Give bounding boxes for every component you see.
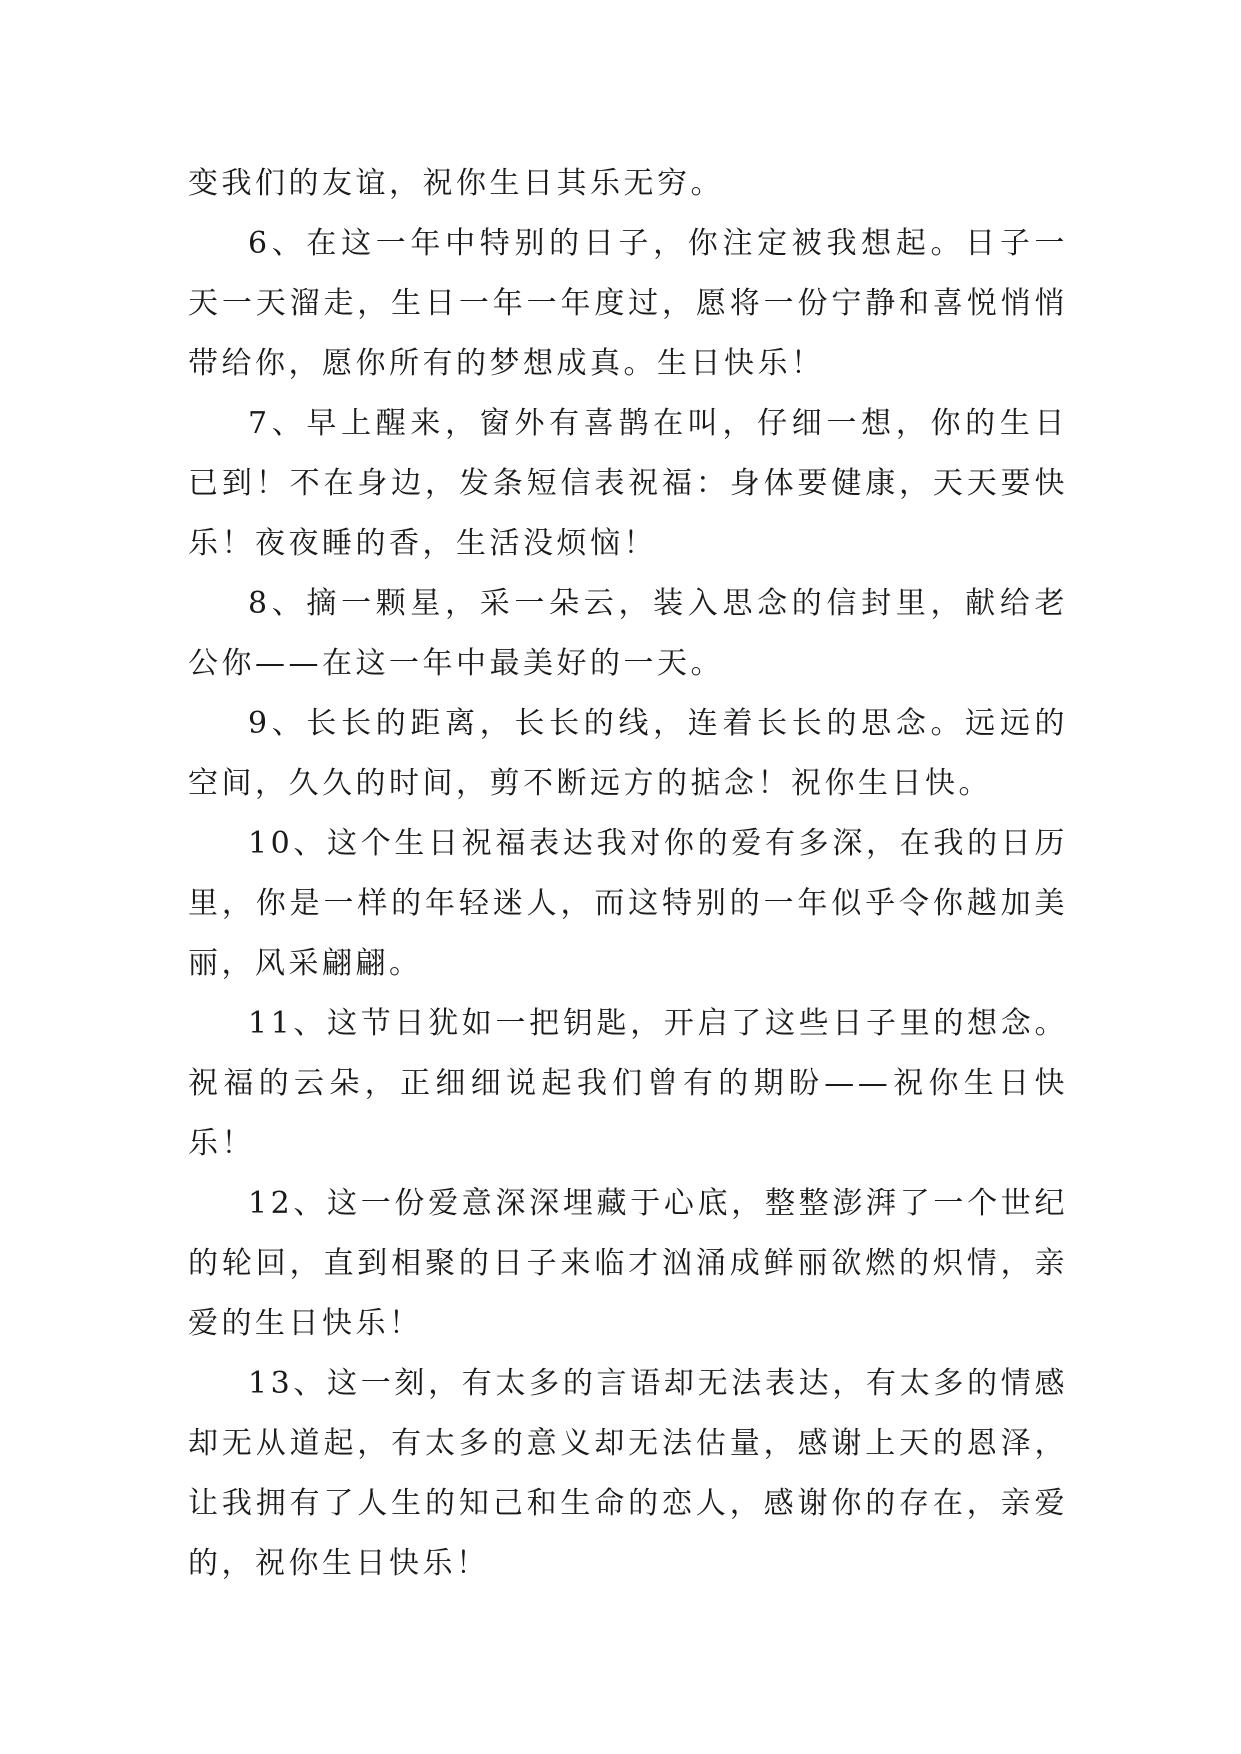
text-line: 让我拥有了人生的知己和生命的恋人，感谢你的存在，亲爱: [188, 1486, 1068, 1521]
paragraph: [188, 394, 1068, 574]
text-line: 祝福的云朵，正细细说起我们曾有的期盼——祝你生日快: [188, 1066, 1068, 1101]
text-line: 13、这一刻，有太多的言语却无法表达，有太多的情感: [248, 1366, 1068, 1401]
document-body: [188, 154, 1068, 1594]
text-line: 乐！夜夜睡的香，生活没烦恼！: [188, 526, 657, 561]
text-line: 的，祝你生日快乐！: [188, 1546, 490, 1581]
text-line: 7、早上醒来，窗外有喜鹊在叫，仔细一想，你的生日: [248, 406, 1068, 441]
paragraph: [188, 574, 1068, 694]
paragraph: [188, 694, 1068, 814]
paragraph: [188, 994, 1068, 1174]
paragraph: [188, 214, 1068, 394]
text-line: 带给你，愿你所有的梦想成真。生日快乐！: [188, 346, 825, 381]
text-line: 11、这节日犹如一把钥匙，开启了这些日子里的想念。: [248, 1006, 1068, 1041]
text-line: 丽，风采翩翩。: [188, 946, 423, 981]
text-line: 却无从道起，有太多的意义却无法估量，感谢上天的恩泽，: [188, 1426, 1068, 1461]
text-line: 12、这一份爱意深深埋藏于心底，整整澎湃了一个世纪: [248, 1186, 1068, 1221]
paragraph: [188, 814, 1068, 994]
text-line: 爱的生日快乐！: [188, 1306, 423, 1341]
text-line: 公你——在这一年中最美好的一天。: [188, 646, 724, 681]
paragraph: [188, 1174, 1068, 1354]
text-line: 已到！不在身边，发条短信表祝福：身体要健康，天天要快: [188, 466, 1068, 501]
text-line: 6、在这一年中特别的日子，你注定被我想起。日子一: [248, 226, 1068, 261]
text-line: 天一天溜走，生日一年一年度过，愿将一份宁静和喜悦悄悄: [188, 286, 1068, 321]
text-line: 9、长长的距离，长长的线，连着长长的思念。远远的: [248, 706, 1068, 741]
text-line: 8、摘一颗星，采一朵云，装入思念的信封里，献给老: [248, 586, 1068, 621]
text-line: 的轮回，直到相聚的日子来临才汹涌成鲜丽欲燃的炽情，亲: [188, 1246, 1068, 1281]
text-line: 空间，久久的时间，剪不断远方的掂念！祝你生日快。: [188, 766, 992, 801]
text-line: 10、这个生日祝福表达我对你的爱有多深，在我的日历: [248, 826, 1068, 861]
paragraph: [188, 154, 1068, 214]
paragraph: [188, 1354, 1068, 1594]
text-line: 里，你是一样的年轻迷人，而这特别的一年似乎令你越加美: [188, 886, 1068, 921]
text-line: 变我们的友谊，祝你生日其乐无穷。: [188, 166, 724, 201]
text-line: 乐！: [188, 1126, 255, 1161]
